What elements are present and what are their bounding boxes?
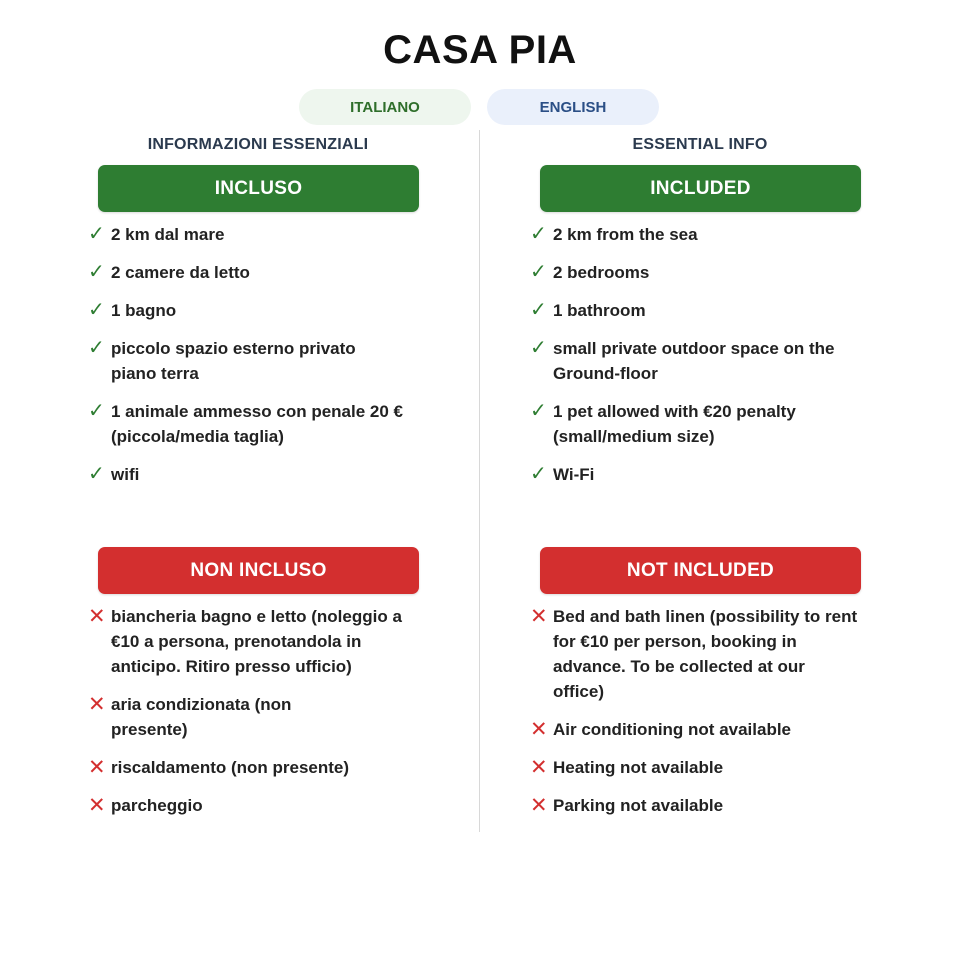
list-item	[88, 336, 401, 386]
check-icon: ✓	[88, 400, 105, 422]
column-divider	[479, 130, 480, 832]
check-icon: ✓	[88, 463, 105, 485]
list-item	[530, 260, 910, 285]
list-item	[88, 692, 361, 742]
list-item	[88, 298, 468, 323]
list-item-text: piccolo spazio esterno privato piano terra	[111, 339, 356, 383]
list-item	[88, 604, 411, 679]
cross-icon: ✕	[530, 756, 548, 779]
list-item	[530, 298, 910, 323]
list-item	[530, 755, 910, 780]
list-item	[88, 399, 431, 449]
list-item-text: 2 bedrooms	[553, 263, 650, 282]
check-icon: ✓	[530, 400, 547, 422]
english-not-included-list	[530, 604, 910, 831]
cross-icon: ✕	[530, 794, 548, 817]
check-icon: ✓	[88, 299, 105, 321]
check-icon: ✓	[530, 261, 547, 283]
list-item-text: 1 bathroom	[553, 301, 646, 320]
list-item-text: 2 camere da letto	[111, 263, 250, 282]
list-item-text: 1 animale ammesso con penale 20 € (piccola/media taglia)	[111, 402, 403, 446]
check-icon: ✓	[88, 261, 105, 283]
italian-included-banner: INCLUSO	[98, 165, 419, 212]
list-item-text: Heating not available	[553, 758, 724, 777]
check-icon: ✓	[530, 299, 547, 321]
italian-heading: INFORMAZIONI ESSENZIALI	[147, 136, 369, 153]
list-item-text: biancheria bagno e letto (noleggio a €10 a persona, prenotandola in anticipo. Ritiro presso ufficio)	[111, 607, 402, 676]
check-icon: ✓	[88, 223, 105, 245]
check-icon: ✓	[88, 337, 105, 359]
cross-icon: ✕	[530, 605, 548, 628]
english-heading: ESSENTIAL INFO	[632, 136, 768, 153]
list-item-text: 2 km dal mare	[111, 225, 225, 244]
list-item	[88, 260, 468, 285]
list-item	[530, 399, 863, 449]
italian-not-included-banner: NON INCLUSO	[98, 547, 419, 594]
list-item-text: small private outdoor space on the Ground-floor	[553, 339, 835, 383]
english-included-list	[530, 222, 910, 500]
list-item	[530, 604, 858, 704]
list-item	[88, 755, 468, 780]
list-item-text: parcheggio	[111, 796, 203, 815]
check-icon: ✓	[530, 463, 547, 485]
list-item-text: Wi-Fi	[553, 465, 595, 484]
list-item-text: riscaldamento (non presente)	[111, 758, 350, 777]
tab-italiano[interactable]: ITALIANO	[299, 89, 471, 125]
list-item	[530, 222, 910, 247]
page-title: CASA PIA	[383, 28, 577, 72]
list-item-text: wifi	[111, 465, 140, 484]
check-icon: ✓	[530, 223, 547, 245]
english-not-included-banner: NOT INCLUDED	[540, 547, 861, 594]
list-item-text: Parking not available	[553, 796, 724, 815]
list-item	[88, 462, 468, 487]
list-item-text: aria condizionata (non presente)	[111, 695, 292, 739]
list-item	[88, 793, 468, 818]
cross-icon: ✕	[88, 794, 106, 817]
english-included-banner: INCLUDED	[540, 165, 861, 212]
list-item	[530, 462, 910, 487]
check-icon: ✓	[530, 337, 547, 359]
list-item-text: 1 pet allowed with €20 penalty (small/medium size)	[553, 402, 796, 446]
list-item	[530, 336, 863, 386]
list-item	[530, 717, 910, 742]
list-item-text: 1 bagno	[111, 301, 177, 320]
list-item-text: 2 km from the sea	[553, 225, 698, 244]
cross-icon: ✕	[530, 718, 548, 741]
list-item-text: Bed and bath linen (possibility to rent for €10 per person, booking in advance. To be collected at our office)	[553, 607, 858, 701]
cross-icon: ✕	[88, 693, 106, 716]
cross-icon: ✕	[88, 605, 106, 628]
italian-not-included-list	[88, 604, 468, 831]
tab-english[interactable]: ENGLISH	[487, 89, 659, 125]
list-item-text: Air conditioning not available	[553, 720, 792, 739]
cross-icon: ✕	[88, 756, 106, 779]
list-item	[530, 793, 910, 818]
italian-included-list	[88, 222, 468, 500]
list-item	[88, 222, 468, 247]
